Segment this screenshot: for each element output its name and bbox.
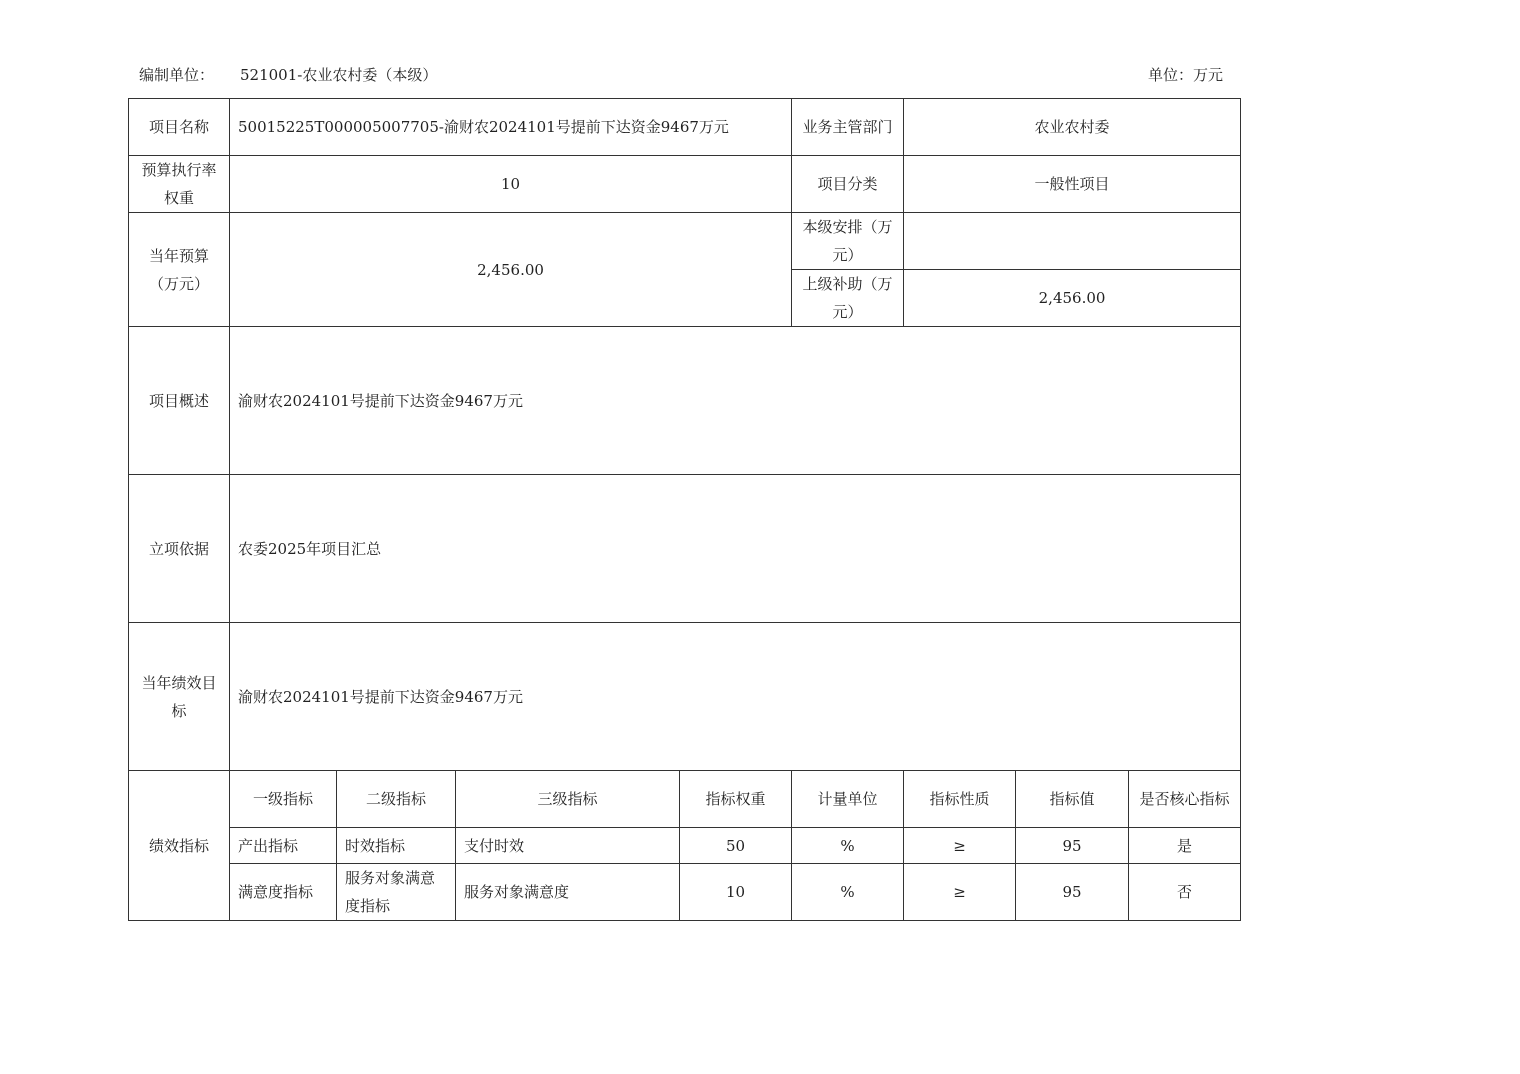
overview-label: 项目概述	[129, 327, 230, 475]
budget-value: 2,456.00	[230, 213, 792, 327]
dept-label: 业务主管部门	[792, 99, 904, 156]
header-nature: 指标性质	[904, 771, 1016, 828]
table-row	[129, 828, 1241, 864]
rate-weight-label: 预算执行率权重	[129, 156, 230, 213]
row-nature: ≥	[904, 828, 1016, 864]
dept-value: 农业农村委	[904, 99, 1241, 156]
local-value	[904, 213, 1241, 270]
row-weight: 10	[680, 864, 792, 921]
project-name-label: 项目名称	[129, 99, 230, 156]
header-weight: 指标权重	[680, 771, 792, 828]
row-level3: 服务对象满意度	[456, 864, 680, 921]
row-weight: 50	[680, 828, 792, 864]
table-row	[129, 864, 1241, 921]
row-value: 95	[1016, 864, 1129, 921]
category-value: 一般性项目	[904, 156, 1241, 213]
rate-weight-value: 10	[230, 156, 792, 213]
org-label: 编制单位：	[139, 66, 215, 84]
row-core: 是	[1129, 828, 1241, 864]
row-unit: %	[792, 828, 904, 864]
basis-label: 立项依据	[129, 475, 230, 623]
category-label: 项目分类	[792, 156, 904, 213]
upper-label: 上级补助（万元）	[792, 270, 904, 327]
goal-label: 当年绩效目标	[129, 623, 230, 771]
row-level3: 支付时效	[456, 828, 680, 864]
header-level3: 三级指标	[456, 771, 680, 828]
header-level2: 二级指标	[337, 771, 456, 828]
local-label: 本级安排（万元）	[792, 213, 904, 270]
row-level1: 满意度指标	[230, 864, 337, 921]
goal-value: 渝财农2024101号提前下达资金9467万元	[230, 623, 1241, 771]
row-level2: 时效指标	[337, 828, 456, 864]
row-value: 95	[1016, 828, 1129, 864]
project-table	[128, 98, 1241, 921]
overview-value: 渝财农2024101号提前下达资金9467万元	[230, 327, 1241, 475]
row-level1: 产出指标	[230, 828, 337, 864]
row-nature: ≥	[904, 864, 1016, 921]
header-level1: 一级指标	[230, 771, 337, 828]
unit-label: 单位：万元	[1148, 66, 1224, 84]
row-unit: %	[792, 864, 904, 921]
row-core: 否	[1129, 864, 1241, 921]
budget-label: 当年预算（万元）	[129, 213, 230, 327]
header-value: 指标值	[1016, 771, 1129, 828]
basis-value: 农委2025年项目汇总	[230, 475, 1241, 623]
indicators-section-label: 绩效指标	[129, 771, 230, 921]
header-unit: 计量单位	[792, 771, 904, 828]
row-level2: 服务对象满意度指标	[337, 864, 456, 921]
header-core: 是否核心指标	[1129, 771, 1241, 828]
org-value: 521001-农业农村委（本级）	[240, 66, 438, 84]
upper-value: 2,456.00	[904, 270, 1241, 327]
project-name-value: 50015225T000005007705-渝财农2024101号提前下达资金9467万元	[230, 99, 792, 156]
